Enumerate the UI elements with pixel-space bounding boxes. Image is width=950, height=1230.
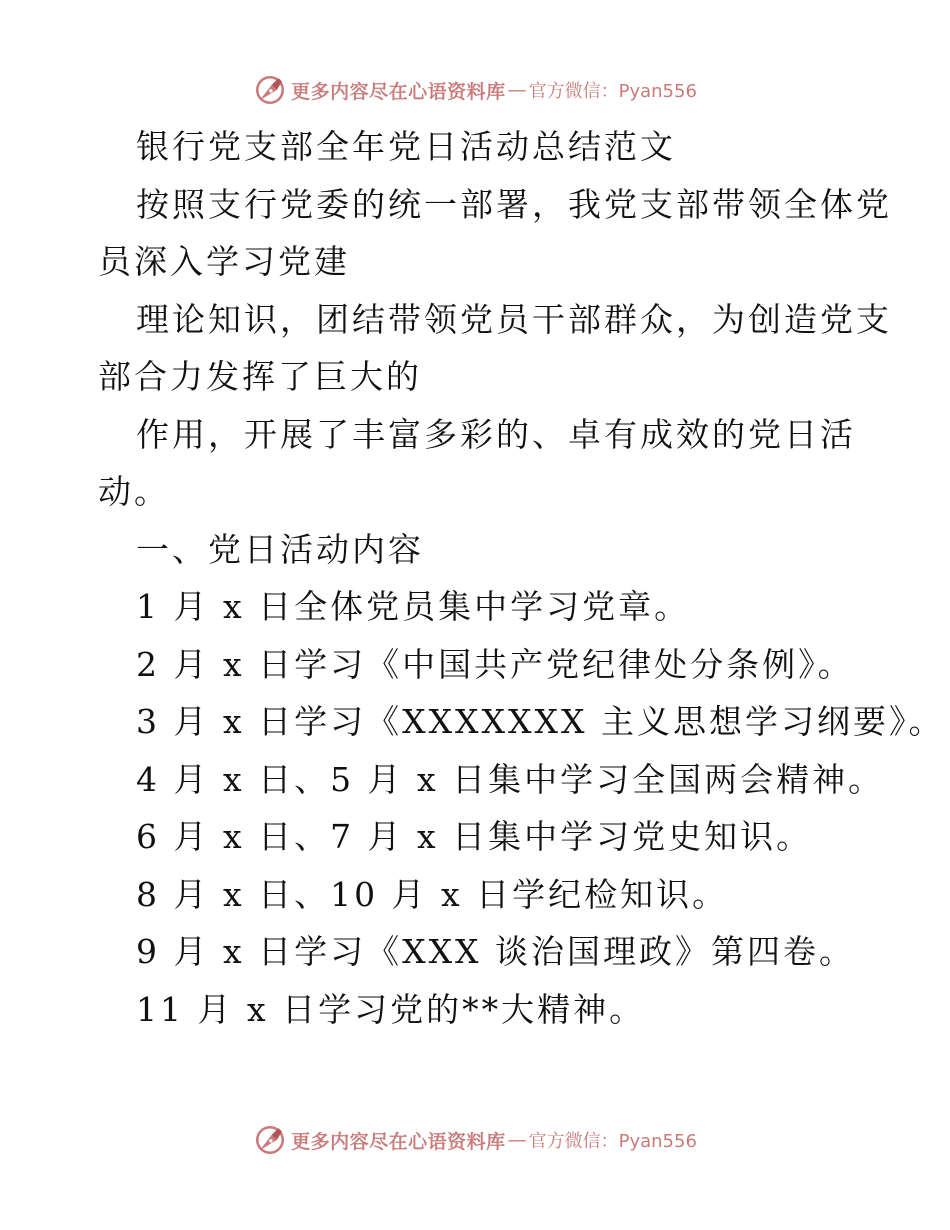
list-item: 3 月 x 日学习《XXXXXXX 主义思想学习纲要》。	[136, 702, 945, 741]
list-item: 8 月 x 日、10 月 x 日学纪检知识。	[136, 874, 729, 914]
banner-contact: 官方微信：Pyan556	[528, 81, 697, 102]
list-item: 9 月 x 日学习《XXX 谈治国理政》第四卷。	[136, 932, 856, 971]
pen-nib-logo-icon	[253, 73, 287, 107]
list-item: 2 月 x 日学习《中国共产党纪律处分条例》。	[136, 644, 854, 684]
list-item: 4 月 x 日、5 月 x 日集中学习全国两会精神。	[136, 759, 885, 799]
list-item: 1 月 x 日全体党员集中学习党章。	[136, 587, 691, 626]
document-title: 银行党支部全年党日活动总结范文	[136, 127, 676, 166]
paragraph-line: 动。	[98, 472, 170, 511]
section-heading: 一、党日活动内容	[136, 529, 424, 569]
paragraph-line: 员深入学习党建	[98, 242, 350, 281]
pen-nib-logo-icon	[253, 1123, 287, 1157]
banner-text: 更多内容尽在心语资料库	[291, 1130, 506, 1153]
banner-separator: —	[507, 1129, 527, 1151]
banner-separator: —	[507, 79, 527, 101]
banner-contact: 官方微信：Pyan556	[528, 1131, 697, 1152]
paragraph-line: 理论知识，团结带领党员干部群众，为创造党支	[136, 299, 892, 339]
paragraph-line: 部合力发挥了巨大的	[98, 357, 422, 396]
paragraph-line: 作用，开展了丰富多彩的、卓有成效的党日活	[136, 414, 856, 454]
list-item: 11 月 x 日学习党的**大精神。	[136, 989, 646, 1029]
header-banner	[0, 70, 950, 110]
footer-banner	[0, 1120, 950, 1160]
banner-text: 更多内容尽在心语资料库	[291, 80, 506, 103]
list-item: 6 月 x 日、7 月 x 日集中学习党史知识。	[136, 817, 813, 856]
document-body	[98, 118, 945, 1038]
paragraph-line: 按照支行党委的统一部署，我党支部带领全体党	[136, 184, 892, 224]
